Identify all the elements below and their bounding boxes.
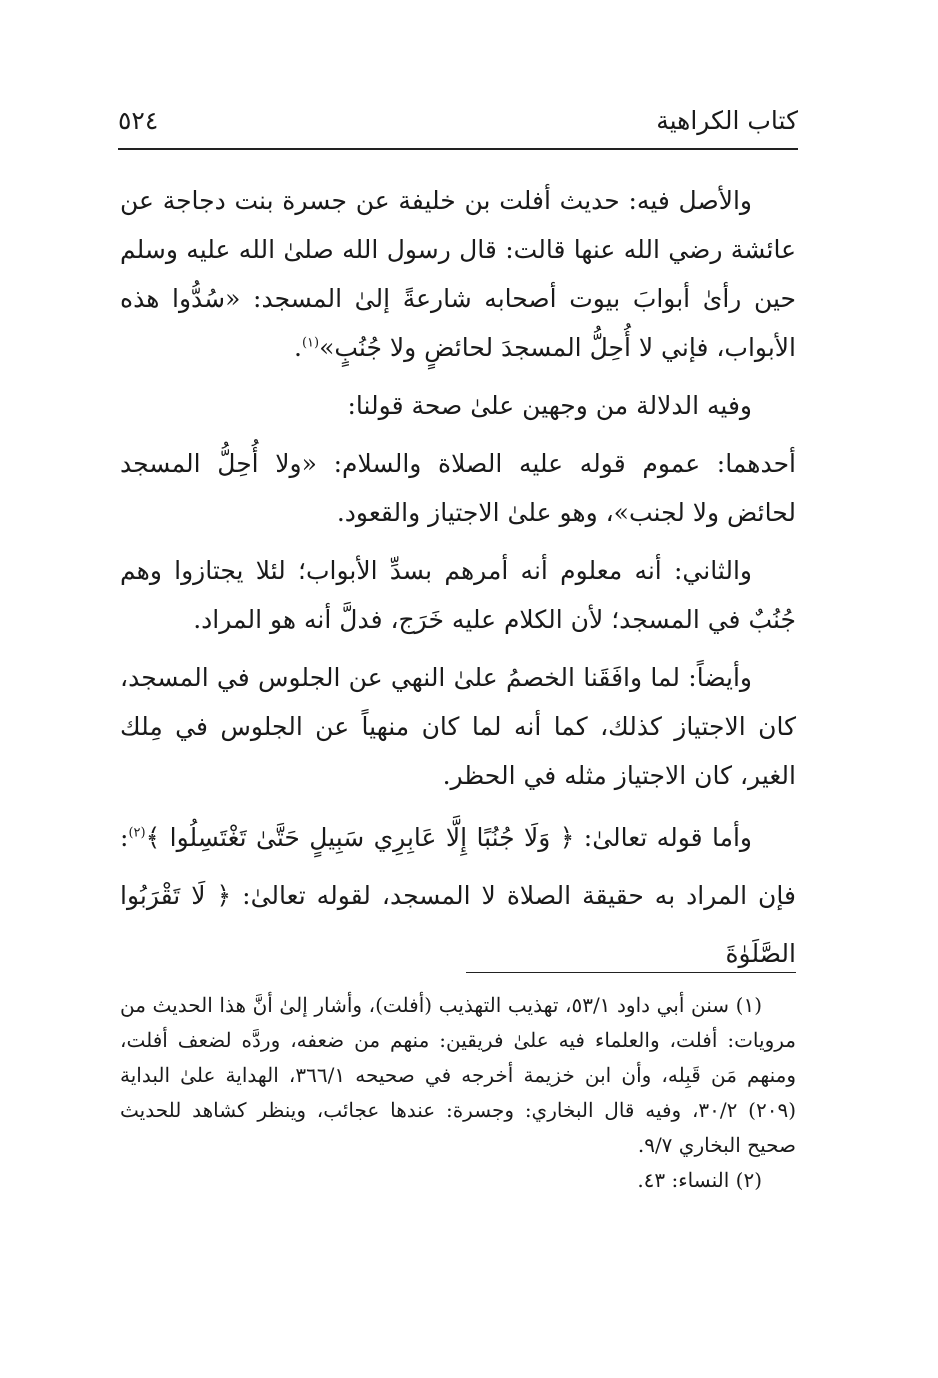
paragraph-first-point: أحدهما: عموم قوله عليه الصلاة والسلام: «ولا أُحِلُّ المسجد لحائض ولا لجنب»، وهو علىٰ الاجتياز والقعود. bbox=[120, 449, 796, 527]
chapter-title: كتاب الكراهية bbox=[656, 106, 798, 135]
paragraph-also: وأيضاً: لما وافَقَنا الخصمُ علىٰ النهي عن الجلوس في المسجد، كان الاجتياز كذلك، كما أنه لما كان منهياً عن الجلوس في مِلك الغير، كان الاجتياز مثله في الحظر. bbox=[120, 663, 796, 790]
paragraph-second-point: والثاني: أنه معلوم أنه أمرهم بسدِّ الأبواب؛ لئلا يجتازوا وهم جُنُبٌ في المسجد؛ لأن الكلام عليه خَرَج، فدلَّ أنه هو المراد. bbox=[120, 556, 796, 634]
footnote-separator bbox=[466, 972, 796, 973]
main-text bbox=[120, 176, 796, 992]
paragraph-quran: وأما قوله تعالىٰ: ﴿ وَلَا جُنُبًا إِلَّا عَابِرِي سَبِيلٍ حَتَّىٰ تَغْتَسِلُوا ﴾$^{(٢)}$: فإن المراد به حقيقة الصلاة لا المسجد، لقوله تعالىٰ: ﴿ لَا تَقْرَبُوا الصَّلَوٰةَ bbox=[120, 823, 796, 968]
running-header bbox=[118, 100, 798, 150]
footnotes bbox=[120, 988, 796, 1198]
paragraph-intro: وفيه الدلالة من وجهين علىٰ صحة قولنا: bbox=[347, 391, 752, 420]
footnote-marker-1: (١) bbox=[301, 335, 320, 351]
footnote-marker-2: (٢) bbox=[128, 825, 146, 841]
paragraph-hadith: والأصل فيه: حديث أفلت بن خليفة عن جسرة بنت دجاجة عن عائشة رضي الله عنها قالت: قال رسول الله صلىٰ الله عليه وسلم حين رأىٰ أبوابَ بيوت أصحابه شارعةً إلىٰ المسجد: «سُدُّوا هذه الأبواب، فإني لا أُحِلُّ المسجدَ لحائضٍ ولا جُنُبٍ»$^{(١)}$. bbox=[120, 186, 797, 362]
footnote-1: (١) سنن أبي داود ٥٣/١، تهذيب التهذيب (أفلت)، وأشار إلىٰ أنَّ هذا الحديث من مرويات: أفلت، والعلماء فيه علىٰ فريقين: منهم من ضعفه، وردَّه لضعف أفلت، ومنهم مَن قَبِله، وأن ابن خزيمة أخرجه في صحيحه ٣٦٦/١، الهداية علىٰ البداية (٢٠٩) ٣٠/٢، وفيه قال البخاري: وجسرة: عندها عجائب، وينظر كشاهد للحديث صحيح البخاري ٩/٧. bbox=[120, 993, 796, 1157]
footnote-2: (٢) النساء: ٤٣. bbox=[637, 1168, 762, 1192]
page-number: ٥٢٤ bbox=[118, 106, 159, 135]
